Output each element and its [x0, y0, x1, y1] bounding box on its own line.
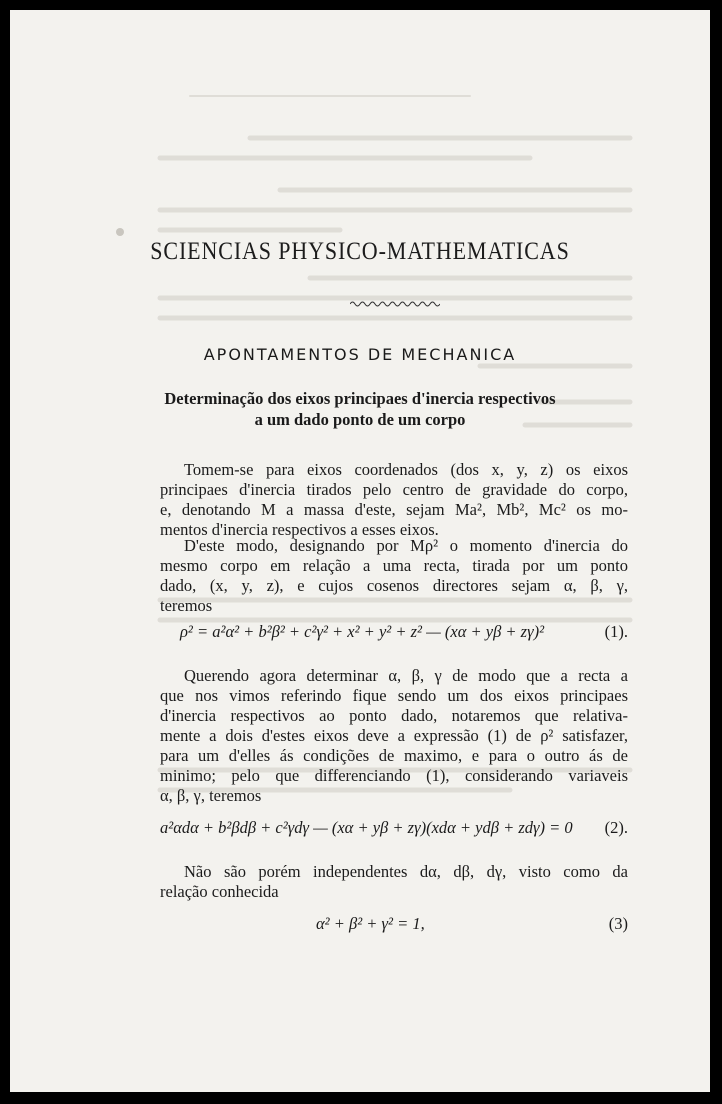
text-line: relação conhecida	[160, 882, 279, 901]
paragraph-4	[160, 862, 628, 902]
text-line: mesmo corpo em relação a uma recta, tirada por um ponto	[160, 556, 628, 575]
paragraph-3	[160, 666, 628, 806]
article-subtitle	[10, 388, 710, 430]
text-line: minimo; pelo que differenciando (1), considerando variaveis	[160, 766, 628, 785]
text-line: mente a dois d'estes eixos deve a expressão (1) de ρ² satisfazer,	[160, 726, 628, 745]
text-line: e, denotando M a massa d'este, sejam Ma², Mb², Mc² os mo-	[160, 500, 628, 519]
text-line: Querendo agora determinar α, β, γ de modo que a recta a	[184, 666, 628, 685]
text-line: α, β, γ, teremos	[160, 786, 262, 805]
text-line: teremos	[160, 596, 213, 615]
text-line: dado, (x, y, z), e cujos cosenos directores sejam α, β, γ,	[160, 576, 628, 595]
text-line: Tomem-se para eixos coordenados (dos x, y, z) os eixos	[184, 460, 628, 479]
paragraph-2	[160, 536, 628, 616]
text-line: d'inercia respectivos ao ponto dado, notaremos que relativa-	[160, 706, 628, 725]
equation-number: (2).	[604, 818, 628, 837]
text-line: principaes d'inercia tirados pelo centro de gravidade do corpo,	[160, 480, 628, 499]
running-header: SCIENCIAS PHYSICO-MATHEMATICAS	[150, 238, 570, 265]
section-title: APONTAMENTOS DE MECHANICA	[203, 345, 517, 364]
equation-expression: a²αdα + b²βdβ + c²γdγ — (xα + yβ + zγ)(xdα + ydβ + zdγ) = 0	[160, 818, 573, 837]
decorative-wave-rule	[350, 300, 440, 308]
equation-expression: ρ² = a²α² + b²β² + c²γ² + x² + y² + z² — (xα + yβ + zγ)²	[180, 622, 545, 641]
paragraph-1	[160, 460, 628, 540]
text-line: Não são porém independentes dα, dβ, dγ, visto como da	[184, 862, 628, 881]
equation-number: (3)	[608, 914, 628, 933]
page	[10, 10, 710, 1092]
text-line: para um d'elles ás condições de maximo, e para o outro ás de	[160, 746, 628, 765]
equation-number: (1).	[604, 622, 628, 641]
equation-expression: α² + β² + γ² = 1,	[316, 914, 425, 933]
subtitle-line: a um dado ponto de um corpo	[254, 410, 466, 429]
text-line: D'este modo, designando por Mρ² o momento d'inercia do	[184, 536, 628, 555]
text-line: que nos vimos referindo fique sendo um dos eixos principaes	[160, 686, 628, 705]
subtitle-line: Determinação dos eixos principaes d'inercia respectivos	[164, 389, 556, 408]
text-line: mentos d'inercia respectivos a esses eixos.	[160, 520, 439, 539]
